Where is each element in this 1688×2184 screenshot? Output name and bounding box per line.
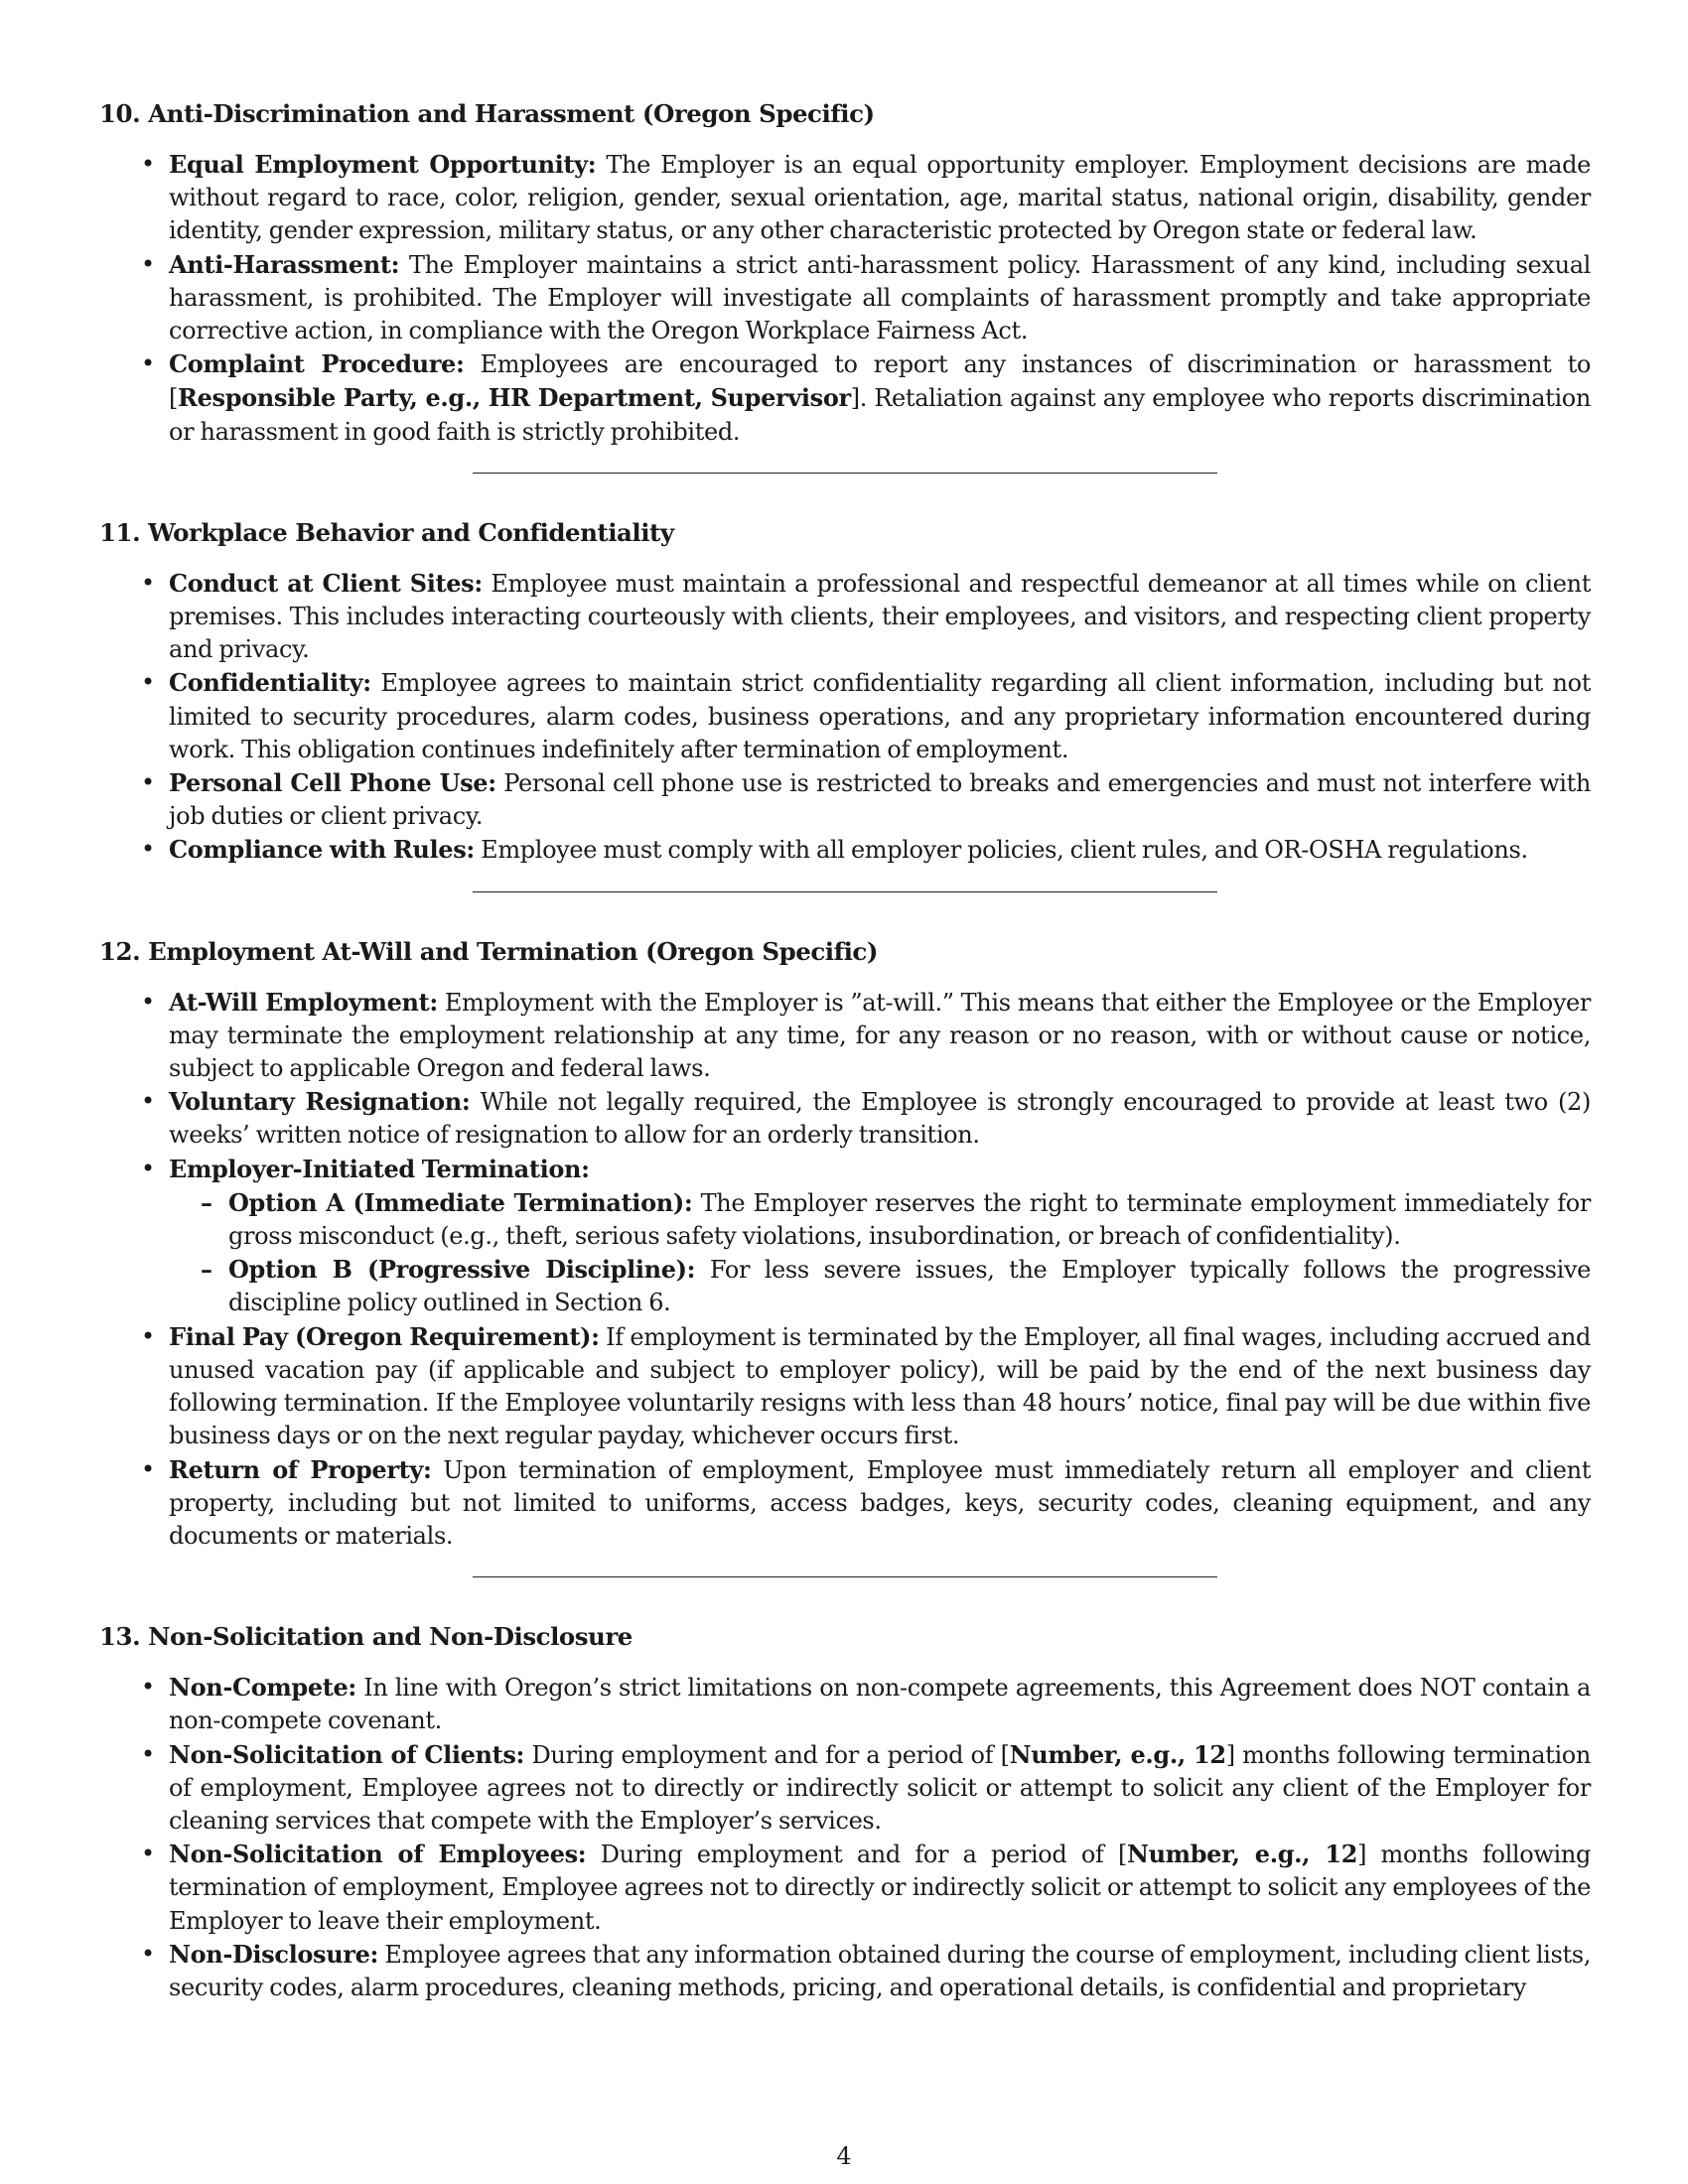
item-label: Non-Solicitation of Employees:	[169, 1840, 587, 1869]
section-11	[99, 513, 1591, 868]
sub-list-item	[228, 1253, 1591, 1319]
item-label: Employer-Initiated Termination:	[169, 1154, 590, 1183]
item-text: During employment and for a period of [	[586, 1841, 1127, 1869]
item-label: Compliance with Rules:	[169, 835, 475, 865]
list-item	[169, 1153, 1591, 1320]
item-label: Final Pay (Oregon Requirement):	[169, 1321, 600, 1351]
item-label: At-Will Employment:	[169, 987, 438, 1017]
item-label: Non-Compete:	[169, 1673, 356, 1703]
list-item	[169, 567, 1591, 667]
list-item	[169, 347, 1591, 449]
item-text: Employee agrees that any information obtained during the course of employment, including client lists, security codes, alarm procedures, cleaning methods, pricing, and operational details, is confidential and proprietary	[169, 1940, 1591, 2001]
item-text: ] months following termination of employment, Employee agrees not to directly or indirectly solicit or attempt to solicit any employees of the Employer to leave their employment.	[169, 1841, 1591, 1935]
list-item	[169, 148, 1591, 248]
list-item	[169, 986, 1591, 1086]
placeholder-text: Number, e.g., 12	[1009, 1739, 1226, 1769]
placeholder-text: Number, e.g., 12	[1126, 1840, 1358, 1869]
list-item	[169, 1838, 1591, 1938]
placeholder-text: Responsible Party, e.g., HR Department, Supervisor	[178, 383, 851, 413]
horizontal-rule	[473, 891, 1217, 892]
item-label: Anti-Harassment:	[169, 249, 400, 279]
bullet-list	[99, 148, 1591, 449]
item-label: Non-Solicitation of Clients:	[169, 1739, 525, 1769]
list-item	[169, 1320, 1591, 1453]
bullet-list	[99, 1671, 1591, 2004]
item-text: Personal cell phone use is restricted to breaks and emergencies and must not interfere with job duties or client privacy.	[169, 769, 1591, 831]
item-label: Non-Disclosure:	[169, 1939, 379, 1969]
list-item	[169, 248, 1591, 348]
section-12	[99, 932, 1591, 1553]
horizontal-rule	[473, 1576, 1217, 1577]
item-text: ]. Retaliation against any employee who reports discrimination or harassment in good faith is strictly prohibited.	[169, 384, 1591, 446]
item-text: Employee must comply with all employer policies, client rules, and OR-OSHA regulations.	[474, 836, 1528, 865]
section-heading: 11. Workplace Behavior and Confidentiality	[99, 517, 674, 547]
item-text: Upon termination of employment, Employee must immediately return all employer and client property, including but not limited to uniforms, access badges, keys, security codes, cleaning equipment, and any documents or materials.	[169, 1455, 1591, 1550]
bullet-list	[99, 567, 1591, 868]
item-text: In line with Oregon’s strict limitations on non-compete agreements, this Agreement does NOT contain a non-compete covenant.	[169, 1674, 1591, 1735]
section-heading: 12. Employment At-Will and Termination (Oregon Specific)	[99, 936, 878, 966]
item-text: Employees are encouraged to report any instances of discrimination or harassment to [	[169, 350, 1591, 413]
item-label: Return of Property:	[169, 1454, 432, 1484]
sub-item-text: For less severe issues, the Employer typically follows the progressive discipline policy outlined in Section 6.	[228, 1256, 1592, 1317]
item-text: Employment with the Employer is ”at-will.” This means that either the Employee or the Employer may terminate the employment relationship at any time, for any reason or no reason, with or without cause or notice, subject to applicable Oregon and federal laws.	[169, 988, 1591, 1083]
list-item	[169, 833, 1591, 867]
sub-item-text: The Employer reserves the right to terminate employment immediately for gross misconduct (e.g., theft, serious safety violations, insubordination, or breach of confidentiality).	[228, 1188, 1591, 1251]
list-item	[169, 1738, 1591, 1839]
section-10	[99, 94, 1591, 449]
item-label: Personal Cell Phone Use:	[169, 768, 496, 798]
horizontal-rule	[473, 473, 1217, 474]
item-text: If employment is terminated by the Employer, all final wages, including accrued and unused vacation pay (if applicable and subject to employer policy), will be paid by the end of the next business day following termination. If the Employee voluntarily resigns with less than 48 hours’ notice, final pay will be due within five business days or on the next regular payday, whichever occurs first.	[169, 1322, 1591, 1450]
item-label: Confidentiality:	[169, 668, 371, 698]
item-text: While not legally required, the Employee is strongly encouraged to provide at least two (2) weeks’ written notice of resignation to allow for an orderly transition.	[169, 1088, 1591, 1150]
item-text: Employee must maintain a professional and respectful demeanor at all times while on client premises. This includes interacting courteously with clients, their employees, and visitors, and respecting client property and privacy.	[169, 569, 1591, 664]
sub-list-item	[228, 1186, 1591, 1253]
section-heading: 13. Non-Solicitation and Non-Disclosure	[99, 1622, 633, 1652]
item-label: Complaint Procedure:	[169, 349, 465, 379]
item-text: The Employer maintains a strict anti-harassment policy. Harassment of any kind, including sexual harassment, is prohibited. The Employer will investigate all complaints of harassment promptly and take appropriate corrective action, in compliance with the Oregon Workplace Fairness Act.	[169, 250, 1591, 345]
item-label: Voluntary Resignation:	[169, 1087, 471, 1117]
bullet-list	[99, 986, 1591, 1553]
divider	[99, 891, 1591, 892]
list-item	[169, 1671, 1591, 1737]
sub-item-label: Option B (Progressive Discipline):	[228, 1255, 696, 1285]
item-label: Equal Employment Opportunity:	[169, 150, 597, 179]
item-text: The Employer is an equal opportunity employer. Employment decisions are made without regard to race, color, religion, gender, sexual orientation, age, marital status, national origin, disability, gender identity, gender expression, military status, or any other characteristic protected by Oregon state or federal law.	[169, 151, 1591, 245]
item-text: ] months following termination of employment, Employee agrees not to directly or indirectly solicit or attempt to solicit any client of the Employer for cleaning services that compete with the Employer’s services.	[169, 1740, 1591, 1835]
document-page	[99, 94, 1591, 2004]
section-heading: 10. Anti-Discrimination and Harassment (Oregon Specific)	[99, 99, 875, 128]
item-text: During employment and for a period of [	[524, 1740, 1010, 1769]
divider	[99, 1576, 1591, 1577]
page-number: 4	[836, 2142, 852, 2170]
sub-item-label: Option A (Immediate Termination):	[228, 1187, 693, 1217]
sub-list	[169, 1186, 1591, 1320]
section-13	[99, 1617, 1591, 2004]
item-label: Conduct at Client Sites:	[169, 568, 483, 598]
divider	[99, 473, 1591, 474]
list-item	[169, 1938, 1591, 2004]
list-item	[169, 766, 1591, 833]
list-item	[169, 1453, 1591, 1554]
list-item	[169, 666, 1591, 766]
list-item	[169, 1085, 1591, 1152]
item-text: Employee agrees to maintain strict confidentiality regarding all client information, including but not limited to security procedures, alarm codes, business operations, and any proprietary information encountered during work. This obligation continues indefinitely after termination of employment.	[169, 669, 1591, 763]
